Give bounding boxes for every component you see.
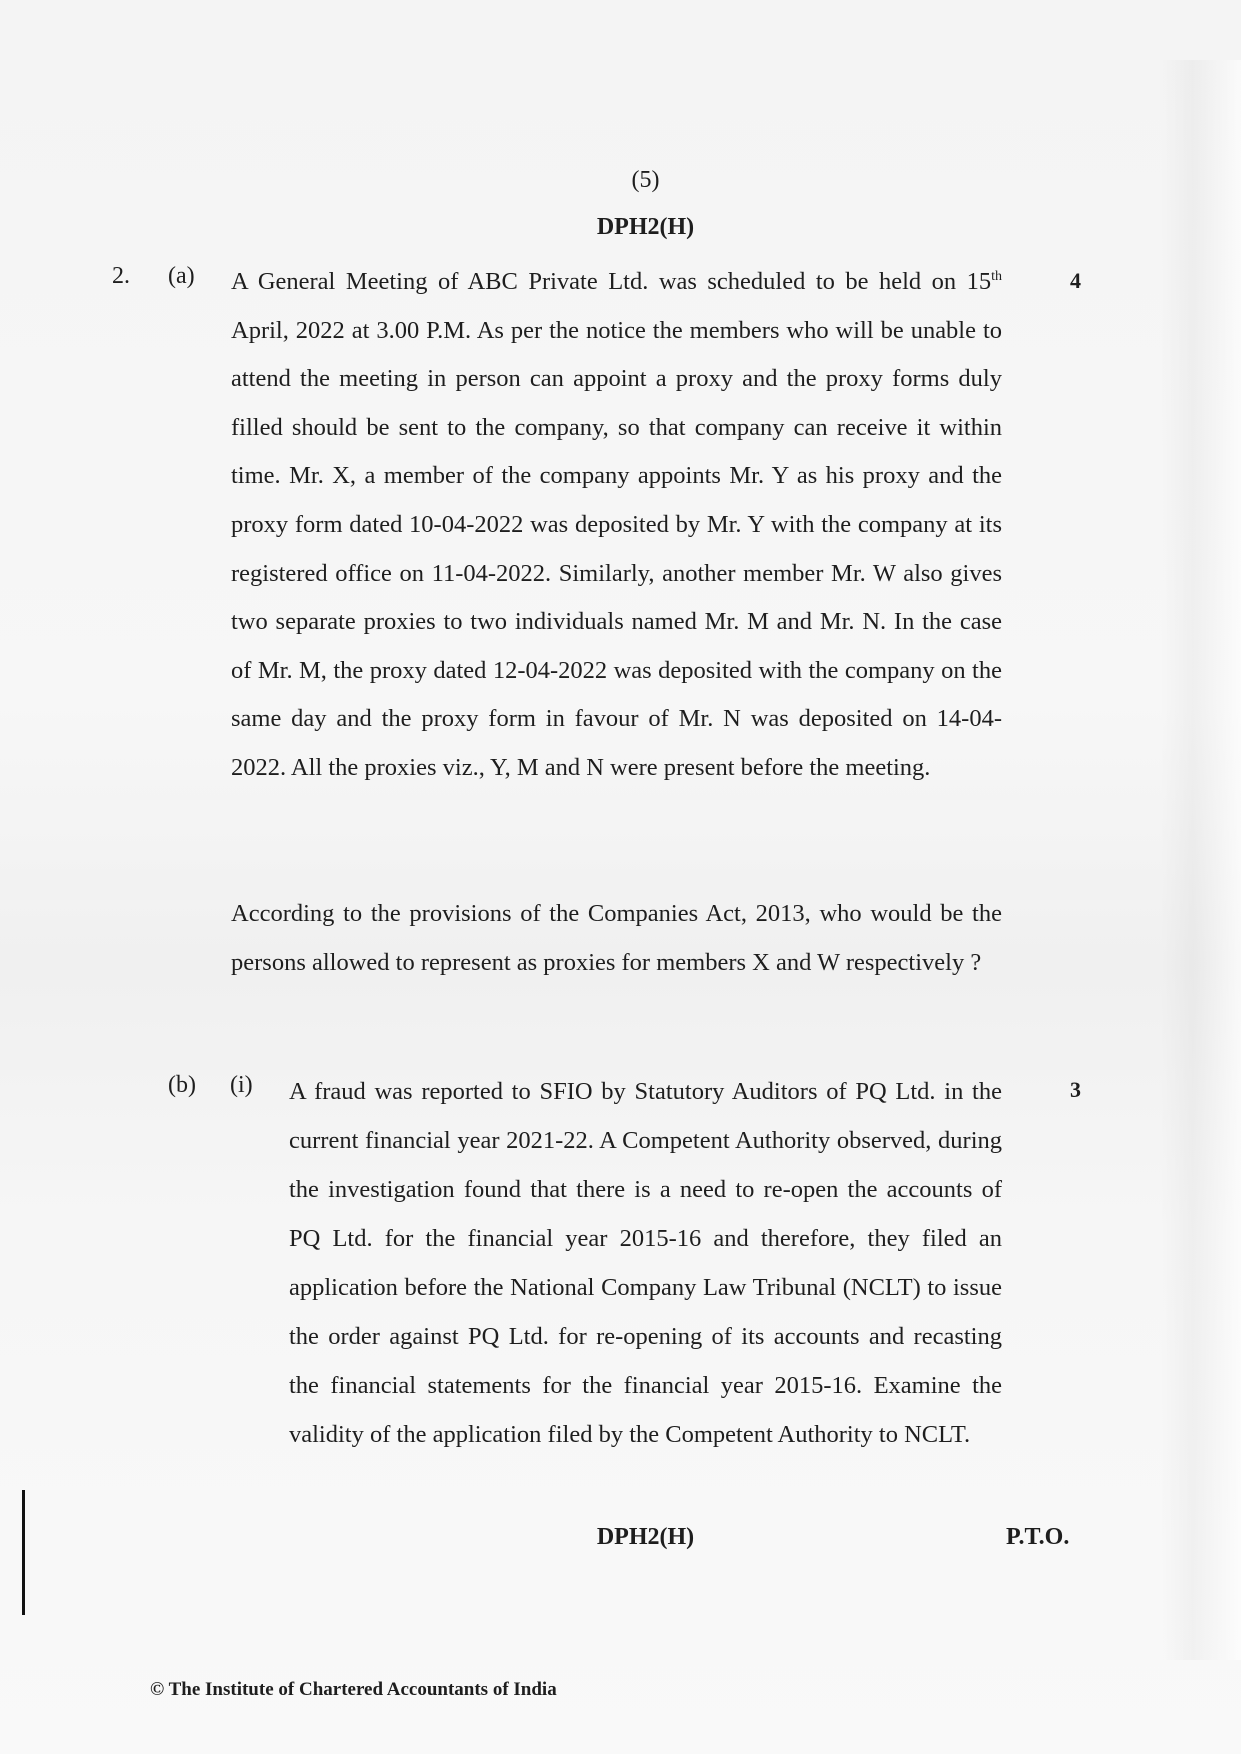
part-a-marks: 4 — [1070, 268, 1081, 293]
part-b-text: A fraud was reported to SFIO by Statutory Auditors of PQ Ltd. in the current financial year 2021-22. A Competent Authority observed, during the investigation found that there is a need to re-open the accounts of PQ Ltd. for the financial year 2015-16 and therefore, they filed an application before the National Company Law Tribunal (NCLT) to issue the order against PQ Ltd. for re-opening of its accounts and recasting the financial statements for the financial year 2015-16. Examine the validity of the application filed by the Competent Authority to NCLT. — [289, 1078, 1002, 1448]
pto-label: P.T.O. — [1006, 1524, 1070, 1550]
binding-mark — [22, 1490, 25, 1615]
part-a-text — [231, 258, 1002, 793]
copyright-notice: © The Institute of Chartered Accountants of India — [150, 1679, 557, 1700]
part-b-label: (b) — [168, 1072, 196, 1098]
part-b-sub-label: (i) — [230, 1072, 253, 1098]
part-a-label: (a) — [168, 263, 195, 289]
part-a-text-rest: April, 2022 at 3.00 P.M. As per the notice the members who will be unable to attend the meeting in person can appoint a proxy and the proxy forms duly filled should be sent to the company, so that company can receive it within time. Mr. X, a member of the company appoints Mr. Y as his proxy and the proxy form dated 10-04-2022 was deposited by Mr. Y with the company at its registered office on 11-04-2022. Similarly, another member Mr. W also gives two separate proxies to two individuals named Mr. M and Mr. N. In the case of Mr. M, the proxy dated 12-04-2022 was deposited with the company on the same day and the proxy form in favour of Mr. N was deposited on 14-04-2022. All the proxies viz., Y, M and N were present before the meeting. — [231, 316, 1002, 781]
page-number: (5) — [631, 167, 660, 193]
question-number: 2. — [112, 263, 130, 289]
ordinal-suffix: th — [991, 268, 1002, 284]
part-a-text-start: A General Meeting of ABC Private Ltd. was scheduled to be held on 15 — [231, 268, 992, 295]
part-a-question: According to the provisions of the Companies Act, 2013, who would be the persons allowed to represent as proxies for members X and W respectively ? — [231, 900, 1002, 976]
paper-code-header: DPH2(H) — [596, 214, 695, 240]
paper-code-footer: DPH2(H) — [596, 1524, 695, 1550]
part-b-marks: 3 — [1070, 1077, 1081, 1102]
scan-shadow — [1160, 60, 1241, 1660]
